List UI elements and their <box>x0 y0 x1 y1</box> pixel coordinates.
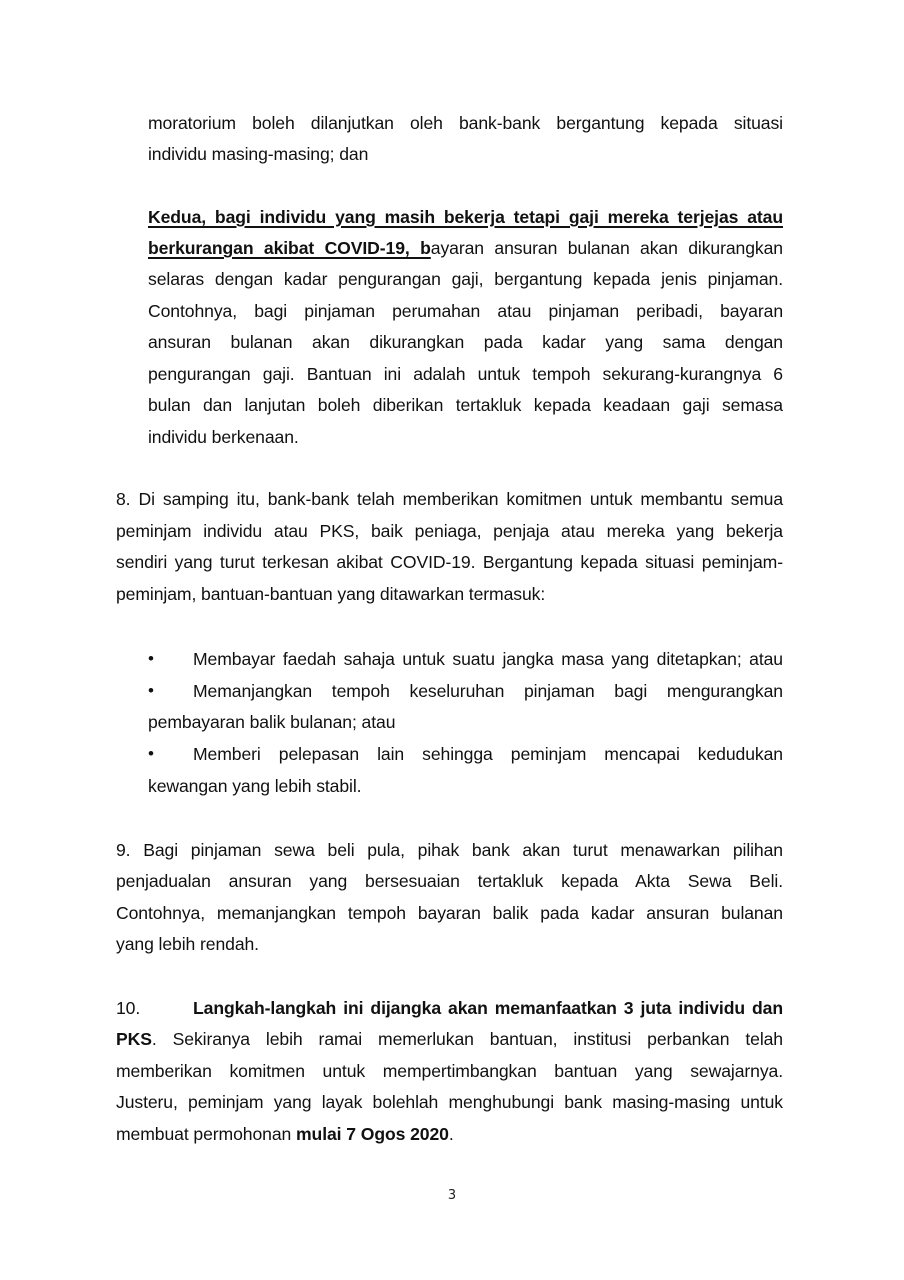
bullet-2-line-2: pembayaran balik bulanan; atau <box>148 712 396 732</box>
para9-line-1: 9. Bagi pinjaman sewa beli pula, pihak bank akan turut menawarkan pilihan <box>116 840 783 860</box>
page-number: 3 <box>447 1188 457 1203</box>
bullet-icon: • <box>148 681 154 700</box>
kedua-line-3: selaras dengan kadar pengurangan gaji, bergantung kepada jenis pinjaman. <box>148 269 783 289</box>
continuation-line-2: individu masing-masing; dan <box>148 144 369 164</box>
para8-line-1: 8. Di samping itu, bank-bank telah memberikan komitmen untuk membantu semua <box>116 489 783 509</box>
para8-line-4: peminjam, bantuan-bantuan yang ditawarkan termasuk: <box>116 584 546 604</box>
para9-line-3: Contohnya, memanjangkan tempoh bayaran balik pada kadar ansuran bulanan <box>116 903 783 923</box>
kedua-heading-line-1: Kedua, bagi individu yang masih bekerja tetapi gaji mereka terjejas atau <box>148 207 783 227</box>
bullet-1-line-1: Membayar faedah sahaja untuk suatu jangka masa yang ditetapkan; atau <box>193 649 783 669</box>
para10-last-suffix: . <box>448 1124 454 1144</box>
bullet-3-line-1: Memberi pelepasan lain sehingga peminjam mencapai kedudukan <box>193 744 783 764</box>
kedua-line-2 <box>148 237 783 259</box>
kedua-heading-line-2: berkurangan akibat COVID-19, b <box>148 238 431 258</box>
continuation-line-1: moratorium boleh dilanjutkan oleh bank-bank bergantung kepada situasi <box>148 113 783 133</box>
para10-last-prefix: membuat permohonan <box>116 1124 297 1144</box>
bullet-3-line-2: kewangan yang lebih stabil. <box>148 776 362 796</box>
kedua-line-7: bulan dan lanjutan boleh diberikan tertakluk kepada keadaan gaji semasa <box>148 395 783 415</box>
para10-line-3: memberikan komitmen untuk mempertimbangkan bantuan yang sewajarnya. <box>116 1061 783 1081</box>
bullet-icon: • <box>148 744 154 763</box>
bullet-icon: • <box>148 649 154 668</box>
para10-line-2 <box>116 1028 783 1050</box>
para10-date: mulai 7 Ogos 2020 <box>296 1124 449 1144</box>
para10-number: 10. <box>116 998 141 1018</box>
kedua-line-5: ansuran bulanan akan dikurangkan pada kadar yang sama dengan <box>148 332 783 352</box>
kedua-line-4: Contohnya, bagi pinjaman perumahan atau pinjaman peribadi, bayaran <box>148 301 783 321</box>
para10-line-2-rest: . Sekiranya lebih ramai memerlukan bantuan, institusi perbankan telah <box>151 1029 783 1049</box>
para10-line-4: Justeru, peminjam yang layak bolehlah menghubungi bank masing-masing untuk <box>116 1092 783 1112</box>
kedua-line-6: pengurangan gaji. Bantuan ini adalah untuk tempoh sekurang-kurangnya 6 <box>148 364 783 384</box>
para9-line-4: yang lebih rendah. <box>116 934 259 954</box>
kedua-line-2-rest: ayaran ansuran bulanan akan dikurangkan <box>430 238 783 258</box>
para10-line-5 <box>116 1123 454 1145</box>
para8-line-3: sendiri yang turut terkesan akibat COVID-19. Bergantung kepada situasi peminjam- <box>116 552 783 572</box>
kedua-line-8: individu berkenaan. <box>148 427 299 447</box>
para10-bold-line-1: Langkah-langkah ini dijangka akan memanfaatkan 3 juta individu dan <box>193 998 783 1018</box>
para8-line-2: peminjam individu atau PKS, baik peniaga, penjaja atau mereka yang bekerja <box>116 521 783 541</box>
para9-line-2: penjadualan ansuran yang bersesuaian tertakluk kepada Akta Sewa Beli. <box>116 871 783 891</box>
para10-bold-pks: PKS <box>116 1029 152 1049</box>
bullet-2-line-1: Memanjangkan tempoh keseluruhan pinjaman bagi mengurangkan <box>193 681 783 701</box>
